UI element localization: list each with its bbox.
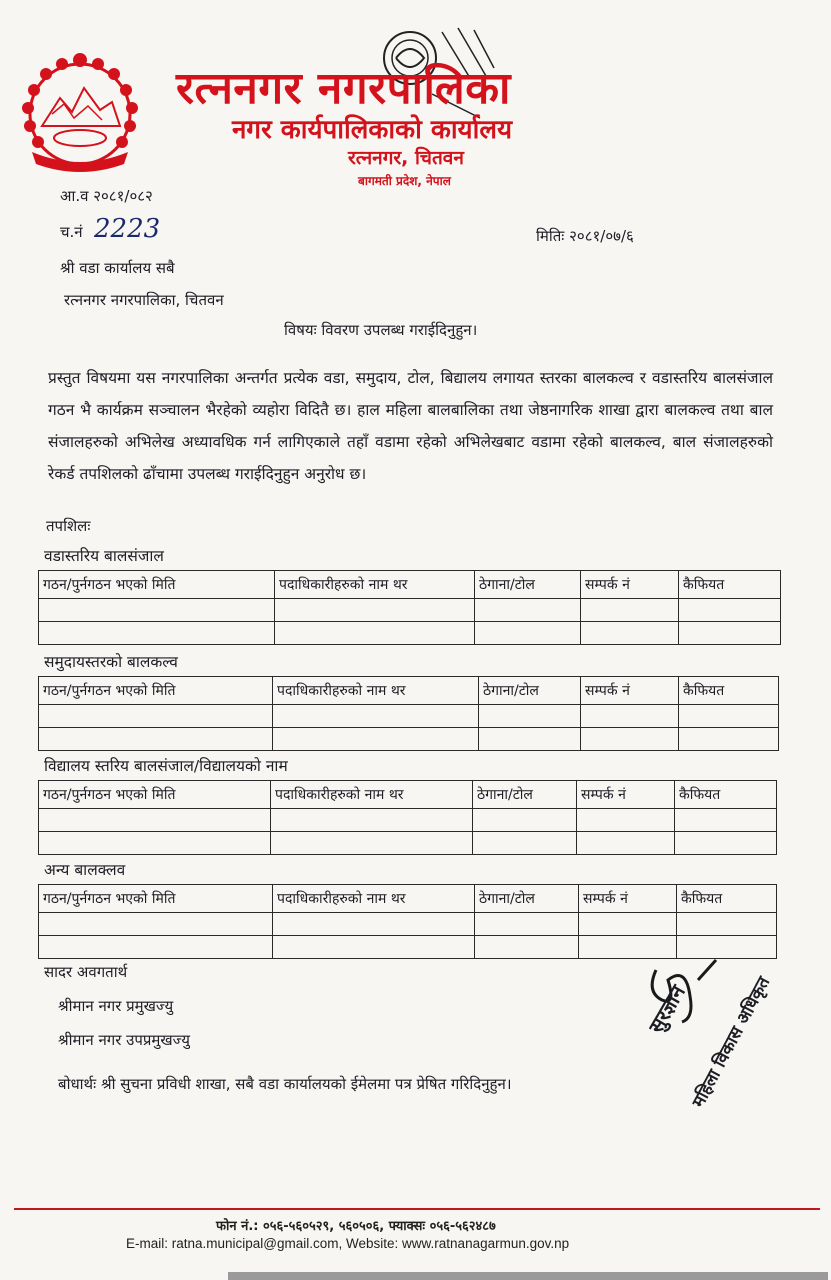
column-header: ठेगाना/टोल (479, 677, 581, 705)
letter-date: मितिः २०८१/०७/६ (536, 227, 634, 245)
column-header: गठन/पुर्नगठन भएको मिति (39, 781, 271, 809)
column-header: पदाधिकारीहरुको नाम थर (273, 885, 475, 913)
record-table (38, 676, 779, 751)
column-header: सम्पर्क नं (581, 571, 679, 599)
column-header: गठन/पुर्नगठन भएको मिति (39, 885, 273, 913)
section-title: वडास्तरिय बालसंजाल (44, 547, 164, 565)
table-row (39, 913, 777, 936)
column-header: ठेगाना/टोल (475, 571, 581, 599)
table-row (39, 809, 777, 832)
nepal-emblem-icon (12, 48, 148, 180)
recipient-line-1: श्री वडा कार्यालय सबै (60, 259, 175, 277)
record-table (38, 780, 777, 855)
office-place: रत्ननगर, चितवन (348, 147, 464, 169)
column-header: गठन/पुर्नगठन भएको मिति (39, 677, 273, 705)
office-subtitle: नगर कार्यपालिकाको कार्यालय (232, 115, 513, 145)
section-title: समुदायस्तरको बालकल्व (44, 653, 178, 671)
footer-contact: E-mail: ratna.municipal@gmail.com, Website: www.ratnanagarmun.gov.np (126, 1236, 570, 1251)
column-header: कैफियत (675, 781, 777, 809)
scan-edge (228, 1272, 828, 1280)
fiscal-year: आ.व २०८१/०८२ (60, 187, 153, 205)
ref-label: च.नं (60, 223, 83, 241)
signer-name: सुरज्ञान (643, 980, 690, 1037)
info-line: बोधार्थः श्री सुचना प्रविधी शाखा, सबै वडा कार्यालयको ईमेलमा पत्र प्रेषित गरिदिनुहुन। (58, 1075, 512, 1093)
column-header: कैफियत (677, 885, 777, 913)
column-header: ठेगाना/टोल (475, 885, 579, 913)
footer-divider (14, 1208, 820, 1210)
copies-title: सादर अवगतार्थ (44, 963, 128, 981)
signature-block (628, 940, 798, 1110)
municipality-title: रत्ननगर नगरपालिका (176, 63, 511, 114)
ref-number: 2223 (94, 214, 161, 244)
column-header: ठेगाना/टोल (473, 781, 577, 809)
column-header: गठन/पुर्नगठन भएको मिति (39, 571, 275, 599)
table-row (39, 728, 779, 751)
table-row (39, 705, 779, 728)
office-province: बागमती प्रदेश, नेपाल (358, 174, 451, 188)
column-header: कैफियत (679, 571, 781, 599)
signer-designation: महिला विकास अधिकृत (688, 973, 775, 1111)
section-title: विद्यालय स्तरिय बालसंजाल/विद्यालयको नाम (44, 757, 288, 775)
column-header: सम्पर्क नं (581, 677, 679, 705)
column-header: पदाधिकारीहरुको नाम थर (271, 781, 473, 809)
column-header: सम्पर्क नं (579, 885, 677, 913)
table-row (39, 622, 781, 645)
column-header: पदाधिकारीहरुको नाम थर (273, 677, 479, 705)
letter-subject: विषयः विवरण उपलब्ध गराईदिनुहुन। (284, 321, 478, 339)
record-table (38, 570, 781, 645)
column-header: कैफियत (679, 677, 779, 705)
recipient-line-2: रत्ननगर नगरपालिका, चितवन (64, 291, 224, 309)
column-header: सम्पर्क नं (577, 781, 675, 809)
letter-body: प्रस्तुत विषयमा यस नगरपालिका अन्तर्गत प्रत्येक वडा, समुदाय, टोल, बिद्यालय लगायत स्तरका बालकल्व र वडास्तरिय बालसंजाल गठन भै कार्यक्रम सञ्चालन भैरहेको व्यहोरा विदितै छ। हाल महिला बालबालिका तथा जेष्ठनागरिक शाखा द्वारा बालकल्व तथा बाल संजालहरुको अभिलेख अध्यावधिक गर्न लागिएकाले तहाँ वडामा रहेको अभिलेखबाट वडामा रहेको बालकल्व, बाल संजालहरुको रेकर्ड तपशिलको ढाँचामा उपलब्ध गराईदिनुहुन अनुरोध छ। (48, 369, 773, 483)
section-title: अन्य बालक्लव (44, 861, 126, 879)
copy-line-1: श्रीमान नगर प्रमुखज्यु (58, 997, 174, 1015)
copy-line-2: श्रीमान नगर उपप्रमुखज्यु (58, 1031, 190, 1049)
table-row (39, 599, 781, 622)
column-header: पदाधिकारीहरुको नाम थर (275, 571, 475, 599)
footer-phone: फोन नं.: ०५६-५६०५२९, ५६०५०६, फ्याक्सः ०५६-५६२४८७ (216, 1219, 496, 1234)
details-label: तपशिलः (46, 517, 91, 535)
table-row (39, 832, 777, 855)
